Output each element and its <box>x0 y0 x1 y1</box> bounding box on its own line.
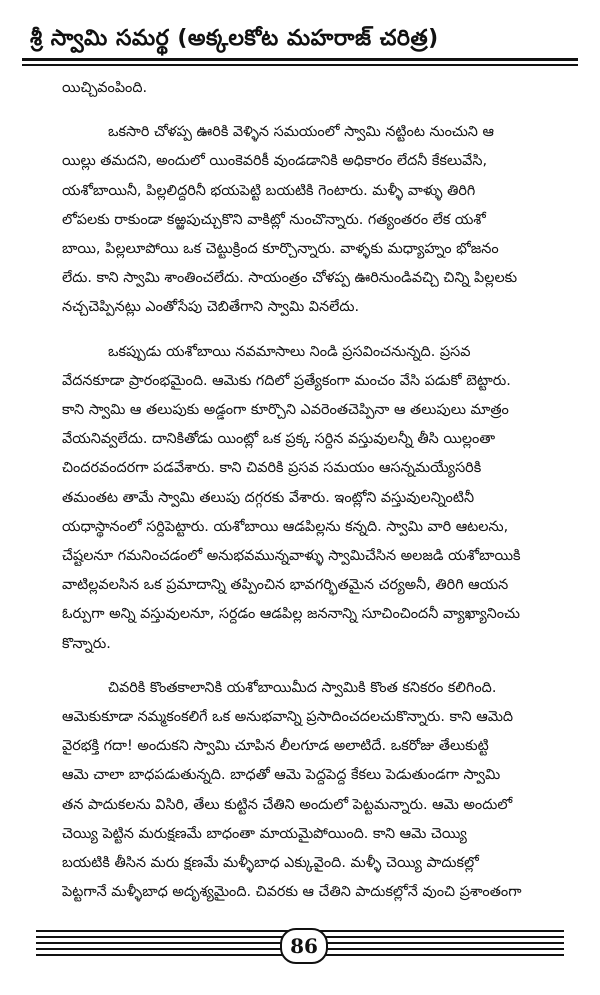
text-line: ఓర్పుగా అన్ని వస్తువులనూ, సర్దడం ఆడపిల్ల జననాన్ని సూచించిందనీ వ్యాఖ్యానించు <box>62 606 520 623</box>
text-line: వేయనివ్వలేదు. దానికితోడు యింట్లో ఒక ప్రక్క సర్దిన వస్తువులన్నీ తీసి యిల్లంతా <box>62 431 496 448</box>
text-line: ఒకప్పుడు యశోబాయి నవమాసాలు నిండి ప్రసవించనున్నది. ప్రసవ <box>108 343 471 360</box>
text-line: చివరికి కొంతకాలానికి యశోబాయిమీద స్వామికి కొంత కనికరం కలిగింది. <box>108 679 497 696</box>
text-line: ఆమెకుకూడా నమ్మకంకలిగే ఒక అనుభవాన్ని ప్రసాదించదలచుకొన్నారు. కాని ఆమెది <box>62 709 514 726</box>
paragraph-gap <box>62 323 562 338</box>
text-line: బయటికి తీసిన మరు క్షణమే మళ్ళీబాధ ఎక్కువైంది. మళ్ళీ చెయ్యి పాదుకల్లో <box>62 855 479 872</box>
header-rule-thick <box>22 58 578 61</box>
text-line: చిందరవందరగా పడవేశారు. కాని చివరికి ప్రసవ సమయం ఆసన్నమయ్యేసరికి <box>62 460 482 477</box>
paragraph <box>62 674 562 908</box>
body-text <box>62 74 562 907</box>
paragraph <box>62 118 562 322</box>
text-line: చేష్టలనూ గమనించడంలో అనుభవమున్నవాళ్ళు స్వామిచేసిన అలజడి యశోబాయికి <box>62 548 521 565</box>
text-line: తమంతట తామే స్వామి తలుపు దగ్గరకు వేశారు. ఇంట్లోని వస్తువులన్నింటినీ <box>62 489 475 506</box>
text-line: యిచ్చివంపింది. <box>62 80 148 96</box>
page-footer <box>36 920 564 970</box>
text-line: ఆమె చాలా బాధపడుతున్నది. బాధతో ఆమె పెద్దపెద్ద కేకలు పెడుతుండగా స్వామి <box>62 767 501 784</box>
header-title: శ్రీ స్వామి సమర్థ (అక్కలకోట మహరాజ్ చరిత్ర) <box>30 26 439 51</box>
text-line: యిల్లు తమదని, అందులో యింకెవరికీ వుండడానికి అధికారం లేదనీ కేకలువేసి, <box>62 153 488 170</box>
text-line: తన పాదుకలను విసిరి, తేలు కుట్టిన చేతిని అందులో పెట్టమన్నారు. ఆమె అందులో <box>62 796 513 813</box>
text-line: కొన్నారు. <box>62 635 111 652</box>
text-line: కాని స్వామి ఆ తలుపుకు అడ్డంగా కూర్చొని ఎవరెంతచెప్పినా ఆ తలుపులు మాత్రం <box>62 402 509 419</box>
text-line: యధాస్థానంలో సర్దిపెట్టారు. యశోబాయి ఆడపిల్లను కన్నది. స్వామి వారి ఆటలను, <box>62 518 509 535</box>
paragraph-gap <box>62 659 562 674</box>
paragraph-gap <box>62 103 562 118</box>
text-line: పెట్టగానే మళ్ళీబాధ అదృశ్యమైంది. చివరకు ఆ చేతిని పాదుకల్లోనే వుంచి ప్రశాంతంగా <box>62 884 522 901</box>
text-line: వాటిల్లవలసిన ఒక ప్రమాదాన్ని తప్పించిన భావగర్భితమైన చర్యఅనీ, తిరిగి ఆయన <box>62 577 509 594</box>
text-line: బాయి, పిల్లలూపోయి ఒక చెట్టుక్రింద కూర్చొన్నారు. వాళ్ళకు మధ్యాహ్నం భోజనం <box>62 241 499 258</box>
text-line: యశోబాయినీ, పిల్లలిద్దరినీ భయపెట్టి బయటికి గెంటారు. మళ్ళీ వాళ్ళు తిరిగి <box>62 182 476 199</box>
text-line: వేదనకూడా ప్రారంభమైంది. ఆమెకు గదిలో ప్రత్యేకంగా మంచం వేసి పడుకో బెట్టారు. <box>62 372 511 389</box>
text-line: నచ్చచెప్పినట్లు ఎంతోసేపు చెబితేగాని స్వామి వినలేదు. <box>62 299 360 316</box>
text-line: లోపలకు రాకుండా కఱ్ఱపుచ్చుకొని వాకిట్లో నుంచొన్నారు. గత్యంతరం లేక యశో <box>62 211 486 228</box>
header-rule-thin <box>22 64 578 66</box>
paragraph <box>62 74 562 103</box>
text-line: వైరభక్తి గదా! అందుకని స్వామి చూపిన లీలగూడ అలాటిదే. ఒకరోజు తేలుకుట్టి <box>62 738 489 755</box>
page-number: 86 <box>280 928 328 964</box>
text-line: చెయ్యి పెట్టిన మరుక్షణమే బాధంతా మాయమైపోయింది. కాని ఆమె చెయ్యి <box>62 825 467 842</box>
text-line: ఒకసారి చోళప్ప ఊరికి వెళ్ళిన సమయంలో స్వామి నట్టింట నుంచుని ఆ <box>108 124 494 141</box>
page-header <box>22 22 578 72</box>
text-line: లేదు. కాని స్వామి శాంతించలేదు. సాయంత్రం చోళప్ప ఊరినుండివచ్చి చిన్ని పిల్లలకు <box>62 270 518 287</box>
paragraph <box>62 338 562 659</box>
